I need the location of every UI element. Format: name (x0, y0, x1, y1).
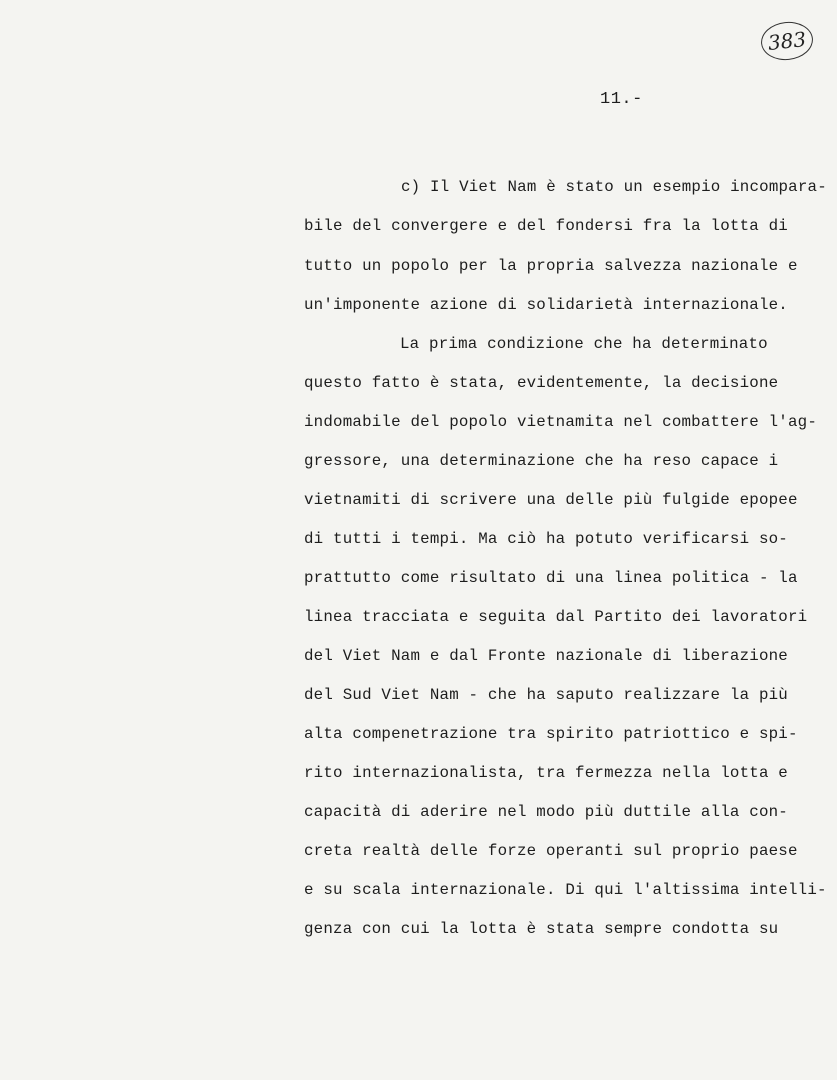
text-line: vietnamiti di scrivere una delle più fulgide epopee (304, 491, 798, 509)
text-line: gressore, una determinazione che ha reso capace i (304, 452, 779, 470)
text-line: indomabile del popolo vietnamita nel combattere l'ag- (304, 413, 818, 431)
archive-page-stamp (759, 19, 815, 62)
text-line: un'imponente azione di solidarietà internazionale. (304, 296, 788, 314)
text-line: prattutto come risultato di una linea politica - la (304, 569, 798, 587)
text-line: La prima condizione che ha determinato (400, 335, 768, 353)
text-line: capacità di aderire nel modo più duttile alla con- (304, 803, 788, 821)
text-line: alta compenetrazione tra spirito patriottico e spi- (304, 725, 798, 743)
text-line: tutto un popolo per la propria salvezza nazionale e (304, 257, 798, 275)
text-line: del Sud Viet Nam - che ha saputo realizzare la più (304, 686, 788, 704)
text-line: del Viet Nam e dal Fronte nazionale di liberazione (304, 647, 788, 665)
text-line: di tutti i tempi. Ma ciò ha potuto verificarsi so- (304, 530, 788, 548)
archive-stamp-number: 383 (766, 27, 808, 55)
text-line: rito internazionalista, tra fermezza nella lotta e (304, 764, 788, 782)
text-line: linea tracciata e seguita dal Partito dei lavoratori (304, 608, 808, 626)
text-line: genza con cui la lotta è stata sempre condotta su (304, 920, 779, 938)
page-number: 11.- (600, 90, 643, 109)
text-line: c) Il Viet Nam è stato un esempio incompara- (401, 178, 827, 196)
text-line: creta realtà delle forze operanti sul proprio paese (304, 842, 798, 860)
text-line: questo fatto è stata, evidentemente, la decisione (304, 374, 779, 392)
text-line: bile del convergere e del fondersi fra la lotta di (304, 217, 788, 235)
text-line: e su scala internazionale. Di qui l'altissima intelli- (304, 881, 827, 899)
